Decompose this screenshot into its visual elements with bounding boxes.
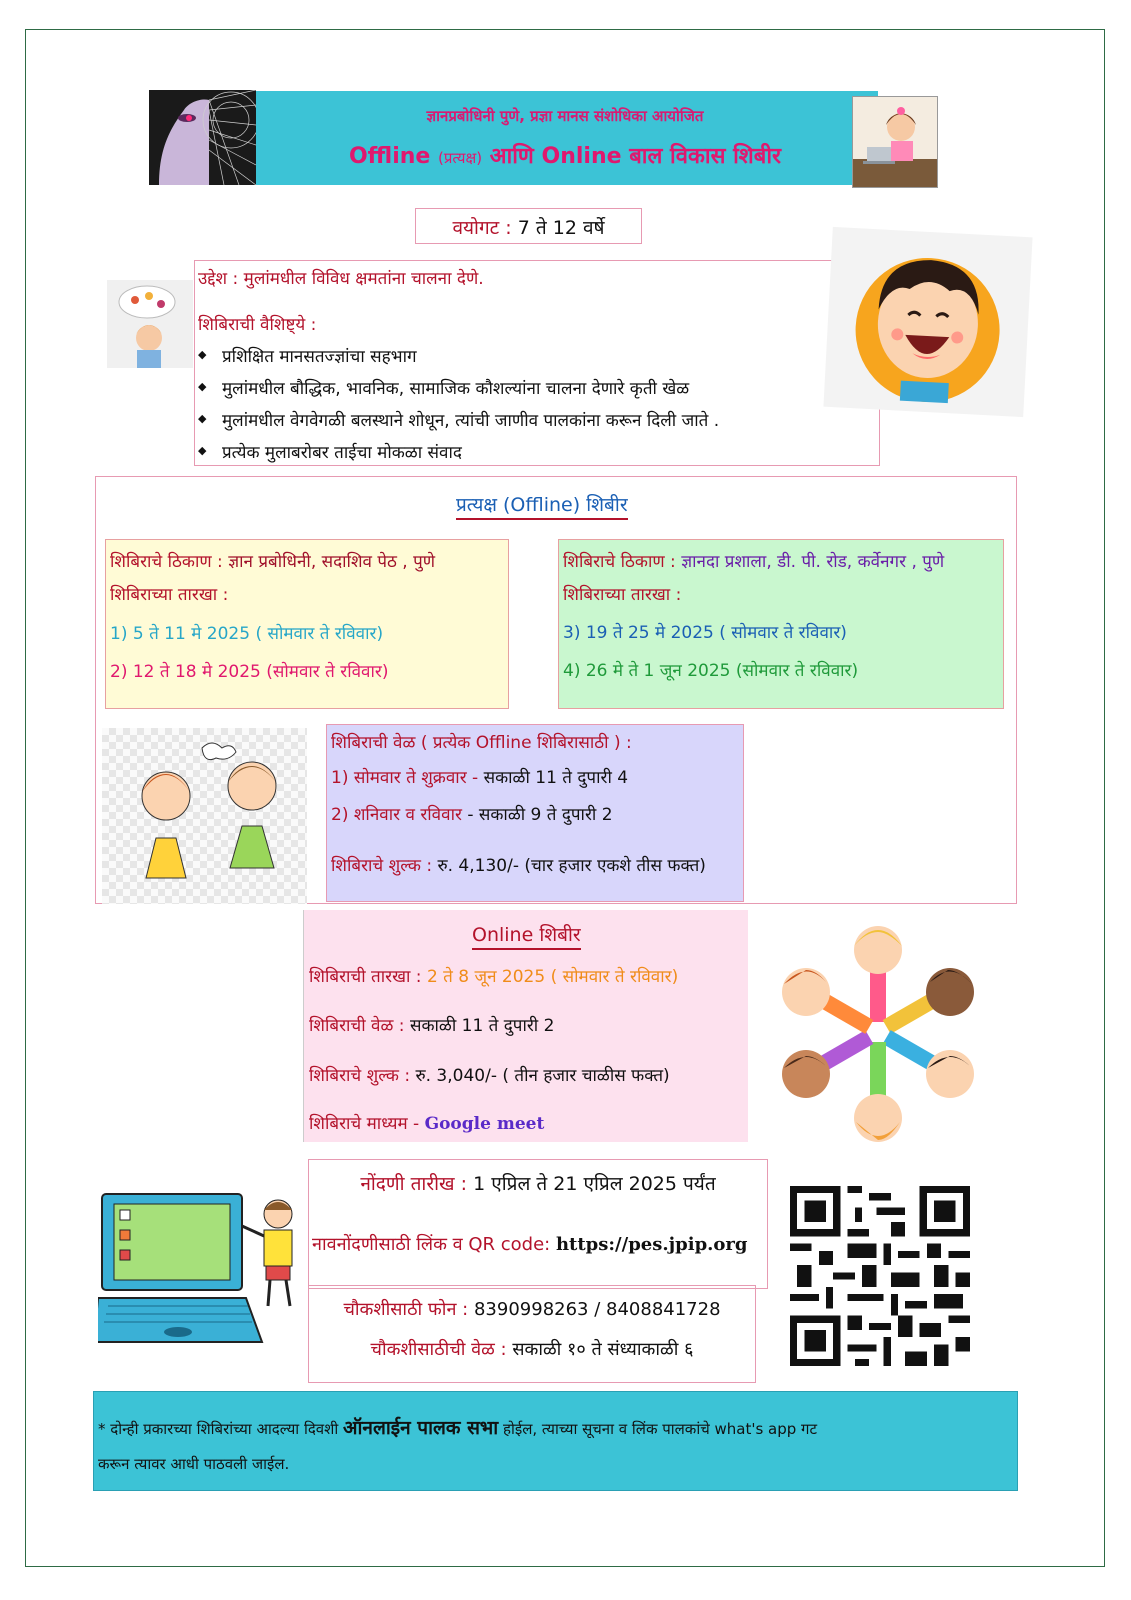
timing-weekday bbox=[331, 765, 628, 788]
online-time-label: शिबिराची वेळ : bbox=[309, 1016, 405, 1036]
face-profile-illustration bbox=[149, 90, 256, 185]
header-organizer: ज्ञानप्रबोधिनी पुणे, प्रज्ञा मानस संशोधिका आयोजित bbox=[426, 107, 704, 125]
age-group-box bbox=[415, 208, 642, 244]
feature-item: ◆ प्रशिक्षित मानसतज्ज्ञांचा सहभाग bbox=[222, 344, 417, 367]
kids-circle-illustration bbox=[768, 918, 988, 1146]
footer-note-band bbox=[93, 1391, 1018, 1491]
title-offline: Offline bbox=[348, 144, 431, 169]
online-time-value: सकाळी 11 ते दुपारी 2 bbox=[409, 1016, 555, 1036]
footer-note-line2: करून त्यावर आधी पाठवली जाईल. bbox=[98, 1455, 290, 1473]
venue1-place: ज्ञान प्रबोधिनी, सदाशिव पेठ , पुणे bbox=[228, 552, 436, 572]
venue1-date2: 2) 12 ते 18 मे 2025 (सोमवार ते रविवार) bbox=[110, 662, 389, 682]
online-fee bbox=[309, 1063, 670, 1086]
timing-label: शिबिराची वेळ bbox=[331, 733, 416, 753]
laughing-boy-illustration bbox=[823, 227, 1032, 417]
weekday-label: 1) सोमवार ते शुक्रवार - bbox=[331, 768, 479, 788]
reg-date-value: 1 एप्रिल ते 21 एप्रिल 2025 पर्यंत bbox=[473, 1173, 716, 1195]
online-dates bbox=[309, 964, 678, 987]
girl-laptop-illustration bbox=[852, 96, 938, 188]
title-and: आणि bbox=[489, 144, 534, 169]
reg-link-value[interactable]: https://pes.jpip.org bbox=[555, 1234, 748, 1255]
offline-fee-label: शिबिराचे शुल्क : bbox=[331, 856, 433, 876]
reg-link-label: नावनोंदणीसाठी लिंक व QR code: bbox=[312, 1234, 551, 1255]
offline-fee bbox=[331, 853, 706, 876]
contact-time bbox=[310, 1337, 754, 1361]
qr-code[interactable] bbox=[790, 1186, 970, 1366]
title-paren: (प्रत्यक्ष) bbox=[438, 149, 483, 167]
online-fee-value: रु. 3,040/- ( तीन हजार चाळीस फक्त) bbox=[415, 1066, 670, 1086]
online-dates-label: शिबिराची तारखा : bbox=[309, 967, 422, 987]
online-time bbox=[309, 1013, 554, 1036]
venue1-line bbox=[110, 549, 435, 572]
registration-date bbox=[310, 1170, 766, 1196]
online-medium-value: Google meet bbox=[424, 1114, 545, 1134]
timing-note: ( प्रत्येक Offline शिबिरासाठी ) : bbox=[420, 733, 632, 753]
footer-prefix: * दोन्ही प्रकारच्या शिबिरांच्या आदल्या दिवशी bbox=[98, 1420, 339, 1438]
footer-suffix: होईल, त्याच्या सूचना व लिंक पालकांचे what's app गट bbox=[502, 1420, 818, 1438]
features-box-top bbox=[194, 260, 844, 261]
header-title bbox=[260, 140, 870, 170]
reg-date-label: नोंदणी तारीख : bbox=[360, 1173, 468, 1195]
feature-item: ◆ मुलांमधील बौद्धिक, भावनिक, सामाजिक कौशल्यांना चालना देणारे कृती खेळ bbox=[222, 376, 689, 399]
title-online: Online bbox=[541, 144, 622, 169]
contact-phone bbox=[310, 1297, 754, 1321]
online-medium-label: शिबिराचे माध्यम - bbox=[309, 1114, 420, 1134]
venue1-dates-label: शिबिराच्या तारखा : bbox=[110, 585, 229, 605]
objective-label: उद्देश : bbox=[198, 269, 239, 289]
online-heading: Online शिबीर bbox=[472, 921, 581, 950]
venue1-label: शिबिराचे ठिकाण : bbox=[110, 552, 223, 572]
timing-title bbox=[331, 730, 632, 753]
weekend-label: 2) शनिवार व रविवार bbox=[331, 805, 462, 825]
venue1-date1: 1) 5 ते 11 मे 2025 ( सोमवार ते रविवार) bbox=[110, 624, 384, 644]
feature-item: ◆ प्रत्येक मुलाबरोबर ताईचा मोकळा संवाद bbox=[222, 440, 462, 463]
contact-time-label: चौकशीसाठीची वेळ : bbox=[370, 1339, 507, 1360]
weekday-value: सकाळी 11 ते दुपारी 4 bbox=[483, 768, 629, 788]
objective-line bbox=[198, 266, 484, 289]
contact-phone-value[interactable]: 8390998263 / 8408841728 bbox=[473, 1299, 721, 1320]
laptop-kid-illustration bbox=[98, 1190, 302, 1348]
online-dates-value: 2 ते 8 जून 2025 ( सोमवार ते रविवार) bbox=[426, 967, 679, 987]
offline-fee-value: रु. 4,130/- (चार हजार एकशे तीस फक्त) bbox=[437, 856, 706, 876]
weekend-value: - सकाळी 9 ते दुपारी 2 bbox=[467, 805, 613, 825]
feature-item: ◆ मुलांमधील वेगवेगळी बलस्थाने शोधून, त्यांची जाणीव पालकांना करून दिली जाते . bbox=[222, 408, 719, 431]
two-girls-illustration bbox=[102, 728, 307, 904]
venue2-label: शिबिराचे ठिकाण : bbox=[563, 552, 676, 572]
timing-weekend bbox=[331, 802, 613, 825]
venue2-place: ज्ञानदा प्रशाला, डी. पी. रोड, कर्वेनगर , पुणे bbox=[681, 552, 945, 572]
age-group-label: वयोगट : bbox=[452, 217, 512, 239]
venue2-date3: 3) 19 ते 25 मे 2025 ( सोमवार ते रविवार) bbox=[563, 623, 847, 643]
footer-highlight: ऑनलाईन पालक सभा bbox=[343, 1417, 499, 1439]
offline-heading: प्रत्यक्ष (Offline) शिबीर bbox=[456, 491, 628, 520]
venue2-dates-label: शिबिराच्या तारखा : bbox=[563, 585, 682, 605]
age-group-value: 7 ते 12 वर्षे bbox=[517, 217, 605, 239]
contact-phone-label: चौकशीसाठी फोन : bbox=[343, 1299, 469, 1320]
title-rest: बाल विकास शिबीर bbox=[629, 144, 782, 169]
online-fee-label: शिबिराचे शुल्क : bbox=[309, 1066, 411, 1086]
thinking-child-illustration bbox=[107, 280, 193, 368]
footer-note-line1 bbox=[98, 1414, 817, 1440]
online-medium bbox=[309, 1111, 544, 1134]
features-title: शिबिराची वैशिष्ट्ये : bbox=[198, 315, 317, 335]
venue2-date4: 4) 26 मे ते 1 जून 2025 (सोमवार ते रविवार) bbox=[563, 661, 859, 681]
objective-text: मुलांमधील विविध क्षमतांना चालना देणे. bbox=[243, 269, 484, 289]
contact-time-value: सकाळी १० ते संध्याकाळी ६ bbox=[512, 1339, 694, 1360]
venue2-line bbox=[563, 549, 944, 572]
registration-link bbox=[312, 1232, 766, 1256]
